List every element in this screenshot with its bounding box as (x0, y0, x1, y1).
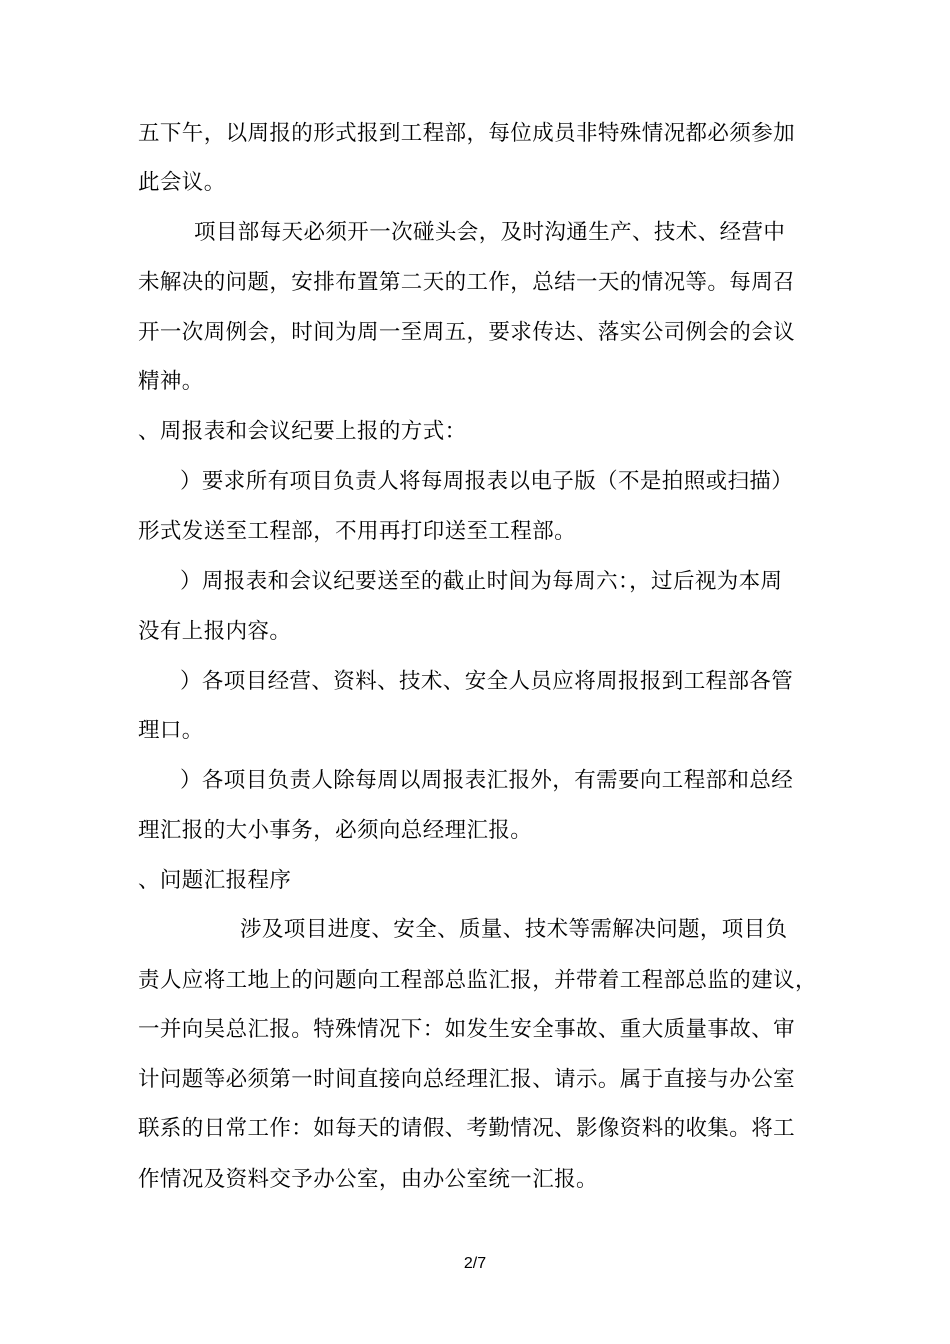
text-line: 一并向吴总汇报。特殊情况下：如发生安全事故、重大质量事故、审 (138, 1017, 796, 1042)
text-line: 作情况及资料交予办公室，由办公室统一汇报。 (138, 1167, 598, 1192)
section-heading: 、周报表和会议纪要上报的方式： (138, 419, 467, 444)
list-item-line: ）周报表和会议纪要送至的截止时间为每周六：，过后视为本周 (180, 569, 783, 594)
paragraph-start-line: 涉及项目进度、安全、质量、技术等需解决问题，项目负 (240, 917, 788, 942)
text-line: 精神。 (138, 369, 204, 394)
list-item-line: ）各项目负责人除每周以周报表汇报外，有需要向工程部和总经 (180, 768, 794, 793)
text-line: 未解决的问题，安排布置第二天的工作，总结一天的情况等。每周召 (138, 270, 796, 295)
section-heading: 、问题汇报程序 (138, 868, 292, 893)
text-line: 没有上报内容。 (138, 619, 292, 644)
list-item-line: ）要求所有项目负责人将每周报表以电子版（不是拍照或扫描） (180, 469, 794, 494)
paragraph-start-line: 项目部每天必须开一次碰头会，及时沟通生产、技术、经营中 (194, 220, 786, 245)
text-line: 理汇报的大小事务，必须向总经理汇报。 (138, 818, 533, 843)
text-line: 开一次周例会，时间为周一至周五，要求传达、落实公司例会的会议 (138, 320, 796, 345)
text-line: 计问题等必须第一时间直接向总经理汇报、请示。属于直接与办公室 (138, 1067, 796, 1092)
list-item-line: ）各项目经营、资料、技术、安全人员应将周报报到工程部各管 (180, 669, 794, 694)
text-line: 联系的日常工作：如每天的请假、考勤情况、影像资料的收集。将工 (138, 1116, 796, 1141)
text-line: 此会议。 (138, 170, 226, 195)
page-number: 2/7 (463, 1255, 487, 1272)
text-line: 责人应将工地上的问题向工程部总监汇报，并带着工程部总监的建议， (138, 968, 817, 993)
text-line: 五下午，以周报的形式报到工程部，每位成员非特殊情况都必须参加 (138, 121, 796, 146)
text-line: 形式发送至工程部，不用再打印送至工程部。 (138, 519, 577, 544)
text-line: 理口。 (138, 718, 204, 743)
